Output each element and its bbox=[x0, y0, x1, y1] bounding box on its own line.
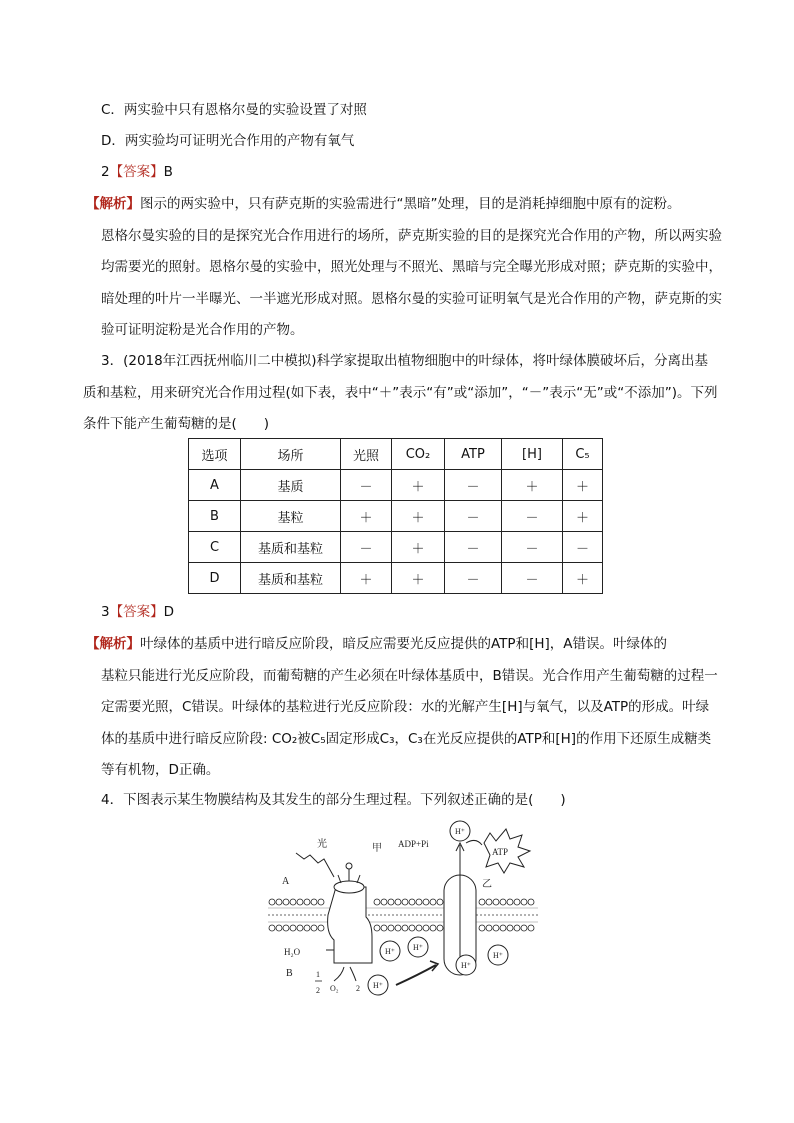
label-h2o: H₂O bbox=[284, 947, 301, 957]
label-half-numerator: 1 bbox=[316, 970, 320, 979]
table-row bbox=[189, 532, 603, 563]
phospholipid-head bbox=[297, 899, 303, 905]
phospholipid-head bbox=[409, 899, 415, 905]
phospholipid-head bbox=[269, 899, 275, 905]
phospholipid-head bbox=[514, 899, 520, 905]
q2-answer: 2【答案】B bbox=[101, 164, 173, 180]
table-cell: ＋ bbox=[392, 470, 445, 501]
phospholipid-head bbox=[493, 925, 499, 931]
q3-stem: 3．(2018年江西抚州临川二中模拟)科学家提取出植物细胞中的叶绿体，将叶绿体膜破坏后，分离出基 质和基粒，用来研究光合作用过程(如下表，表中“＋”表示“有”或“添加”，“－”表示“无”或“不添加”)。下列 条件下能产生葡萄糖的是( ) bbox=[83, 353, 718, 432]
proton-icon bbox=[456, 955, 476, 975]
svg-text:H⁺: H⁺ bbox=[413, 943, 423, 952]
table-cell: － bbox=[445, 563, 502, 594]
phospholipid-head bbox=[381, 899, 387, 905]
phospholipid-head bbox=[374, 925, 380, 931]
table-cell: D bbox=[189, 563, 241, 594]
phospholipid-head bbox=[304, 899, 310, 905]
proton-icon bbox=[368, 975, 388, 995]
phospholipid-head bbox=[437, 899, 443, 905]
phospholipid-head bbox=[283, 899, 289, 905]
table-header-cell: 场所 bbox=[241, 439, 341, 470]
phospholipid-head bbox=[402, 899, 408, 905]
phospholipid-head bbox=[479, 899, 485, 905]
table-cell: ＋ bbox=[341, 563, 392, 594]
phospholipid-head bbox=[311, 899, 317, 905]
phospholipid-head bbox=[409, 925, 415, 931]
table-cell: 基粒 bbox=[241, 501, 341, 532]
proton-icon bbox=[380, 941, 400, 961]
phospholipid-head bbox=[486, 925, 492, 931]
light-arrow-icon bbox=[296, 853, 334, 877]
phospholipid-head bbox=[437, 925, 443, 931]
q3-explanation: 【解析】叶绿体的基质中进行暗反应阶段，暗反应需要光反应提供的ATP和[H]，A错误。叶绿体的 基粒只能进行光反应阶段，而葡萄糖的产生必须在叶绿体基质中，B错误。光合作用产生葡萄糖的过程一 定需要光照，C错误。叶绿体的基粒进行光反应阶段：水的光解产生[H]与氧气，以及ATP的形成。叶绿 体的基质中进行暗反应阶段: CO₂被C₅固定形成C₃，C₃在光反应提供的ATP和[H]的作用下还原生成糖类 等有机物，D正确。 bbox=[86, 636, 718, 778]
phospholipid-head bbox=[318, 899, 324, 905]
table-cell: ＋ bbox=[392, 563, 445, 594]
label-yi: 乙 bbox=[482, 879, 492, 890]
q2-explanation: 【解析】图示的两实验中，只有萨克斯的实验需进行“黑暗”处理，目的是消耗掉细胞中原有的淀粉。 恩格尔曼实验的目的是探究光合作用进行的场所，萨克斯实验的目的是探究光合作用的产物，所以两实验 均需要光的照射。恩格尔曼的实验中，照光处理与不照光、黑暗与完全曝光形成对照；萨克斯的实验中， 暗处理的叶片一半曝光、一半遮光形成对照。恩格尔曼的实验可证明氧气是光合作用的产物，萨克斯的实 验可证明淀粉是光合作用的产物。 bbox=[86, 196, 722, 338]
table-cell: － bbox=[502, 501, 563, 532]
table-row bbox=[189, 470, 603, 501]
label-jia: 甲 bbox=[372, 843, 382, 854]
table-cell: － bbox=[341, 532, 392, 563]
table-header-cell: ATP bbox=[445, 439, 502, 470]
phospholipid-head bbox=[318, 925, 324, 931]
q3-answer: 3【答案】D bbox=[101, 604, 174, 620]
table-header-row bbox=[189, 439, 603, 470]
table-cell: ＋ bbox=[563, 501, 603, 532]
phospholipid-head bbox=[395, 925, 401, 931]
table-cell: － bbox=[341, 470, 392, 501]
phospholipid-head bbox=[297, 925, 303, 931]
phospholipid-head bbox=[283, 925, 289, 931]
q3-table bbox=[188, 438, 603, 594]
table-cell: ＋ bbox=[502, 470, 563, 501]
label-b: B bbox=[286, 968, 293, 979]
svg-text:H⁺: H⁺ bbox=[373, 981, 383, 990]
label-a: A bbox=[282, 876, 290, 887]
table-cell: ＋ bbox=[563, 470, 603, 501]
phospholipid-head bbox=[276, 925, 282, 931]
phospholipid-head bbox=[381, 925, 387, 931]
table-cell: 基质和基粒 bbox=[241, 532, 341, 563]
table-header-cell: 选项 bbox=[189, 439, 241, 470]
table-cell: ＋ bbox=[392, 532, 445, 563]
phospholipid-head bbox=[507, 899, 513, 905]
phospholipid-head bbox=[304, 925, 310, 931]
table-header-cell: CO₂ bbox=[392, 439, 445, 470]
table-cell: C bbox=[189, 532, 241, 563]
membrane-diagram bbox=[268, 815, 538, 1000]
phospholipid-head bbox=[486, 899, 492, 905]
label-atp: ATP bbox=[492, 847, 509, 857]
table-cell: 基质 bbox=[241, 470, 341, 501]
phospholipid-head bbox=[521, 925, 527, 931]
phospholipid-head bbox=[528, 925, 534, 931]
phospholipid-head bbox=[374, 899, 380, 905]
proton-flow-arrow-icon bbox=[396, 965, 436, 985]
phospholipid-head bbox=[423, 899, 429, 905]
phospholipid-head bbox=[311, 925, 317, 931]
proton-icon bbox=[408, 937, 428, 957]
label-adp-pi: ADP+Pi bbox=[398, 839, 429, 849]
phospholipid-head bbox=[430, 899, 436, 905]
phospholipid-head bbox=[416, 899, 422, 905]
phospholipid-head bbox=[521, 899, 527, 905]
label-o2: O₂ bbox=[330, 984, 339, 993]
phospholipid-head bbox=[416, 925, 422, 931]
phospholipid-head bbox=[500, 899, 506, 905]
table-cell: － bbox=[445, 501, 502, 532]
phospholipid-head bbox=[528, 899, 534, 905]
protein-yi bbox=[444, 843, 476, 975]
table-cell: － bbox=[502, 532, 563, 563]
label-half-denominator: 2 bbox=[316, 986, 320, 995]
table-row bbox=[189, 501, 603, 532]
phospholipid-head bbox=[479, 925, 485, 931]
phospholipid-head bbox=[269, 925, 275, 931]
table-cell: － bbox=[445, 470, 502, 501]
label-light: 光 bbox=[317, 839, 327, 850]
phospholipid-head bbox=[500, 925, 506, 931]
phospholipid-head bbox=[402, 925, 408, 931]
phospholipid-head bbox=[276, 899, 282, 905]
table-header-cell: [H] bbox=[502, 439, 563, 470]
protein-jia bbox=[328, 863, 372, 963]
label-two: 2 bbox=[356, 984, 360, 993]
phospholipid-head bbox=[507, 925, 513, 931]
phospholipid-head bbox=[388, 925, 394, 931]
svg-text:H⁺: H⁺ bbox=[385, 947, 395, 956]
svg-text:H⁺: H⁺ bbox=[455, 827, 465, 836]
table-cell: － bbox=[502, 563, 563, 594]
q4-stem: 4．下图表示某生物膜结构及其发生的部分生理过程。下列叙述正确的是( ) bbox=[101, 792, 566, 808]
table-header-cell: C₅ bbox=[563, 439, 603, 470]
phospholipid-head bbox=[290, 899, 296, 905]
proton-icon bbox=[450, 821, 470, 841]
proton-icon bbox=[488, 945, 508, 965]
svg-text:H⁺: H⁺ bbox=[493, 951, 503, 960]
table-cell: ＋ bbox=[392, 501, 445, 532]
table-cell: ＋ bbox=[341, 501, 392, 532]
phospholipid-head bbox=[423, 925, 429, 931]
phospholipid-head bbox=[430, 925, 436, 931]
table-row bbox=[189, 563, 603, 594]
phospholipid-head bbox=[514, 925, 520, 931]
phospholipid-head bbox=[493, 899, 499, 905]
q2-option-d: D．两实验均可证明光合作用的产物有氧气 bbox=[101, 133, 355, 149]
phospholipid-head bbox=[388, 899, 394, 905]
membrane-bilayer bbox=[268, 899, 538, 931]
table-cell: B bbox=[189, 501, 241, 532]
table-cell: 基质和基粒 bbox=[241, 563, 341, 594]
table-cell: － bbox=[563, 532, 603, 563]
phospholipid-head bbox=[395, 899, 401, 905]
q2-option-c: C．两实验中只有恩格尔曼的实验设置了对照 bbox=[101, 102, 367, 118]
phospholipid-head bbox=[290, 925, 296, 931]
svg-text:H⁺: H⁺ bbox=[461, 961, 471, 970]
table-cell: ＋ bbox=[563, 563, 603, 594]
table-cell: A bbox=[189, 470, 241, 501]
table-header-cell: 光照 bbox=[341, 439, 392, 470]
table-cell: － bbox=[445, 532, 502, 563]
